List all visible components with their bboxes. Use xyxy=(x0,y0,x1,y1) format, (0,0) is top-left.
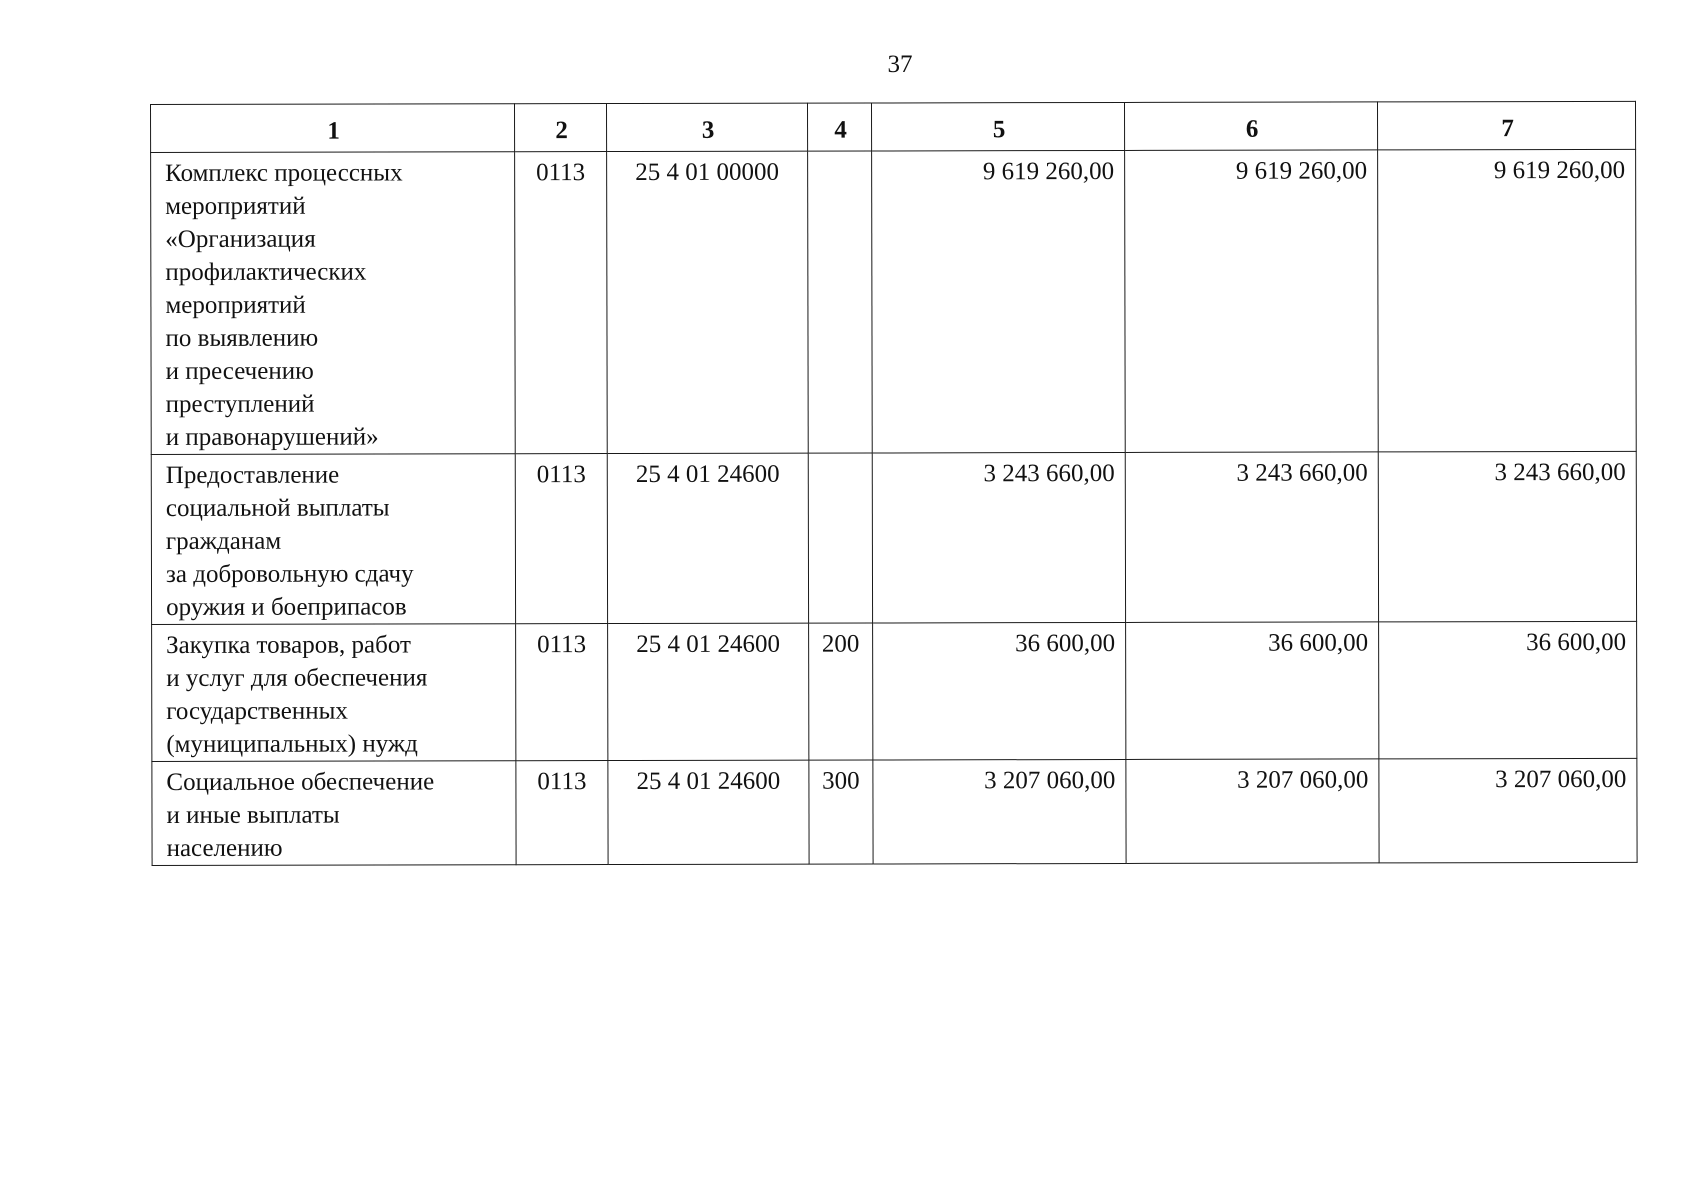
row-name: Предоставление социальной выплаты гражданам за добровольную сдачу оружия и боеприпасов xyxy=(151,454,515,625)
row-expense-kind: 300 xyxy=(809,760,873,864)
column-header-3: 3 xyxy=(607,103,808,151)
row-section-code: 0113 xyxy=(515,152,608,454)
row-amount-col5: 36 600,00 xyxy=(873,622,1126,760)
column-header-1: 1 xyxy=(151,104,515,153)
row-amount-col7: 3 207 060,00 xyxy=(1379,758,1637,863)
table-row xyxy=(151,451,1636,624)
row-name: Комплекс процессных мероприятий «Организация профилактических мероприятий по выявлению и пресечению преступлений и правонарушений» xyxy=(151,152,516,455)
row-amount-col5: 3 243 660,00 xyxy=(872,452,1125,623)
table-row xyxy=(151,149,1637,454)
row-amount-col5: 3 207 060,00 xyxy=(873,759,1126,864)
budget-table xyxy=(150,101,1638,866)
row-section-code: 0113 xyxy=(516,761,608,865)
row-amount-col7: 9 619 260,00 xyxy=(1378,149,1637,452)
row-name: Социальное обеспечение и иные выплаты населению xyxy=(152,761,516,866)
column-header-6: 6 xyxy=(1124,102,1377,151)
column-header-5: 5 xyxy=(871,102,1124,151)
row-target-code: 25 4 01 24600 xyxy=(607,453,808,623)
row-amount-col6: 9 619 260,00 xyxy=(1125,150,1379,453)
column-header-7: 7 xyxy=(1377,101,1635,150)
row-amount-col6: 3 207 060,00 xyxy=(1126,759,1379,864)
row-amount-col7: 36 600,00 xyxy=(1379,621,1637,759)
row-expense-kind: 200 xyxy=(809,623,873,760)
header-row xyxy=(151,101,1636,152)
table-row xyxy=(152,758,1637,865)
row-section-code: 0113 xyxy=(515,454,607,624)
row-target-code: 25 4 01 24600 xyxy=(608,760,809,864)
column-header-4: 4 xyxy=(807,103,871,151)
row-target-code: 25 4 01 24600 xyxy=(608,623,809,760)
row-amount-col7: 3 243 660,00 xyxy=(1378,451,1636,622)
row-amount-col6: 3 243 660,00 xyxy=(1125,452,1378,623)
row-section-code: 0113 xyxy=(516,624,608,761)
row-target-code: 25 4 01 00000 xyxy=(607,151,809,453)
column-header-2: 2 xyxy=(515,104,607,152)
row-amount-col6: 36 600,00 xyxy=(1126,622,1379,760)
row-expense-kind xyxy=(808,151,873,453)
page-number: 37 xyxy=(887,51,913,78)
row-amount-col5: 9 619 260,00 xyxy=(872,150,1126,453)
table-row xyxy=(152,621,1637,761)
row-name: Закупка товаров, работ и услуг для обеспечения государственных (муниципальных) нужд xyxy=(152,624,516,762)
row-expense-kind xyxy=(808,453,872,623)
